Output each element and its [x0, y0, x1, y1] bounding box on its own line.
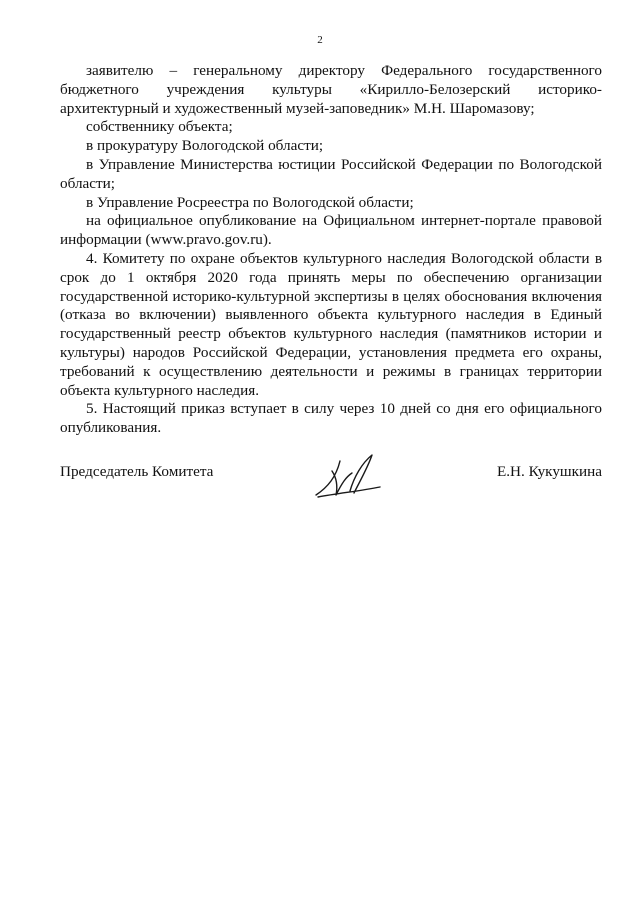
page-number: 2 [317, 34, 323, 46]
paragraph-rosreestr: в Управление Росреестра по Вологодской области; [86, 193, 414, 211]
paragraph-applicant: заявителю – генеральному директору Федерального государственного бюджетного учреждения культуры «Кирилло-Белозерский историко-архитектурный и художественный музей-заповедник» М.Н. Шаромазову; [60, 62, 602, 117]
signatory-title: Председатель Комитета [60, 463, 214, 480]
paragraph-publication: на официальное опубликование на Официальном интернет-портале правовой информации (www.pravo.gov.ru). [60, 212, 602, 249]
document-body [60, 62, 602, 438]
signature-block [60, 455, 602, 515]
paragraph-owner: собственнику объекта; [86, 118, 233, 136]
handwritten-signature [310, 447, 390, 507]
paragraph-item-5: 5. Настоящий приказ вступает в силу через 10 дней со дня его официального опубликования. [60, 400, 602, 437]
paragraph-justice-ministry: в Управление Министерства юстиции Российской Федерации по Вологодской области; [60, 155, 602, 192]
paragraph-prosecutor: в прокуратуру Вологодской области; [86, 137, 324, 155]
signatory-name: Е.Н. Кукушкина [496, 463, 602, 480]
paragraph-item-4: 4. Комитету по охране объектов культурного наследия Вологодской области в срок до 1 октября 2020 года принять меры по обеспечению организации государственной историко-культурной экспертизы в целях обоснования включения (отказа во включении) выявленного объекта культурного наследия в Единый государственный реестр объектов культурного наследия (памятников истории и культуры) народов Российской Федерации, установления предмета его охраны, требований к осуществлению деятельности и режимы в границах территории объекта культурного наследия. [60, 249, 602, 399]
